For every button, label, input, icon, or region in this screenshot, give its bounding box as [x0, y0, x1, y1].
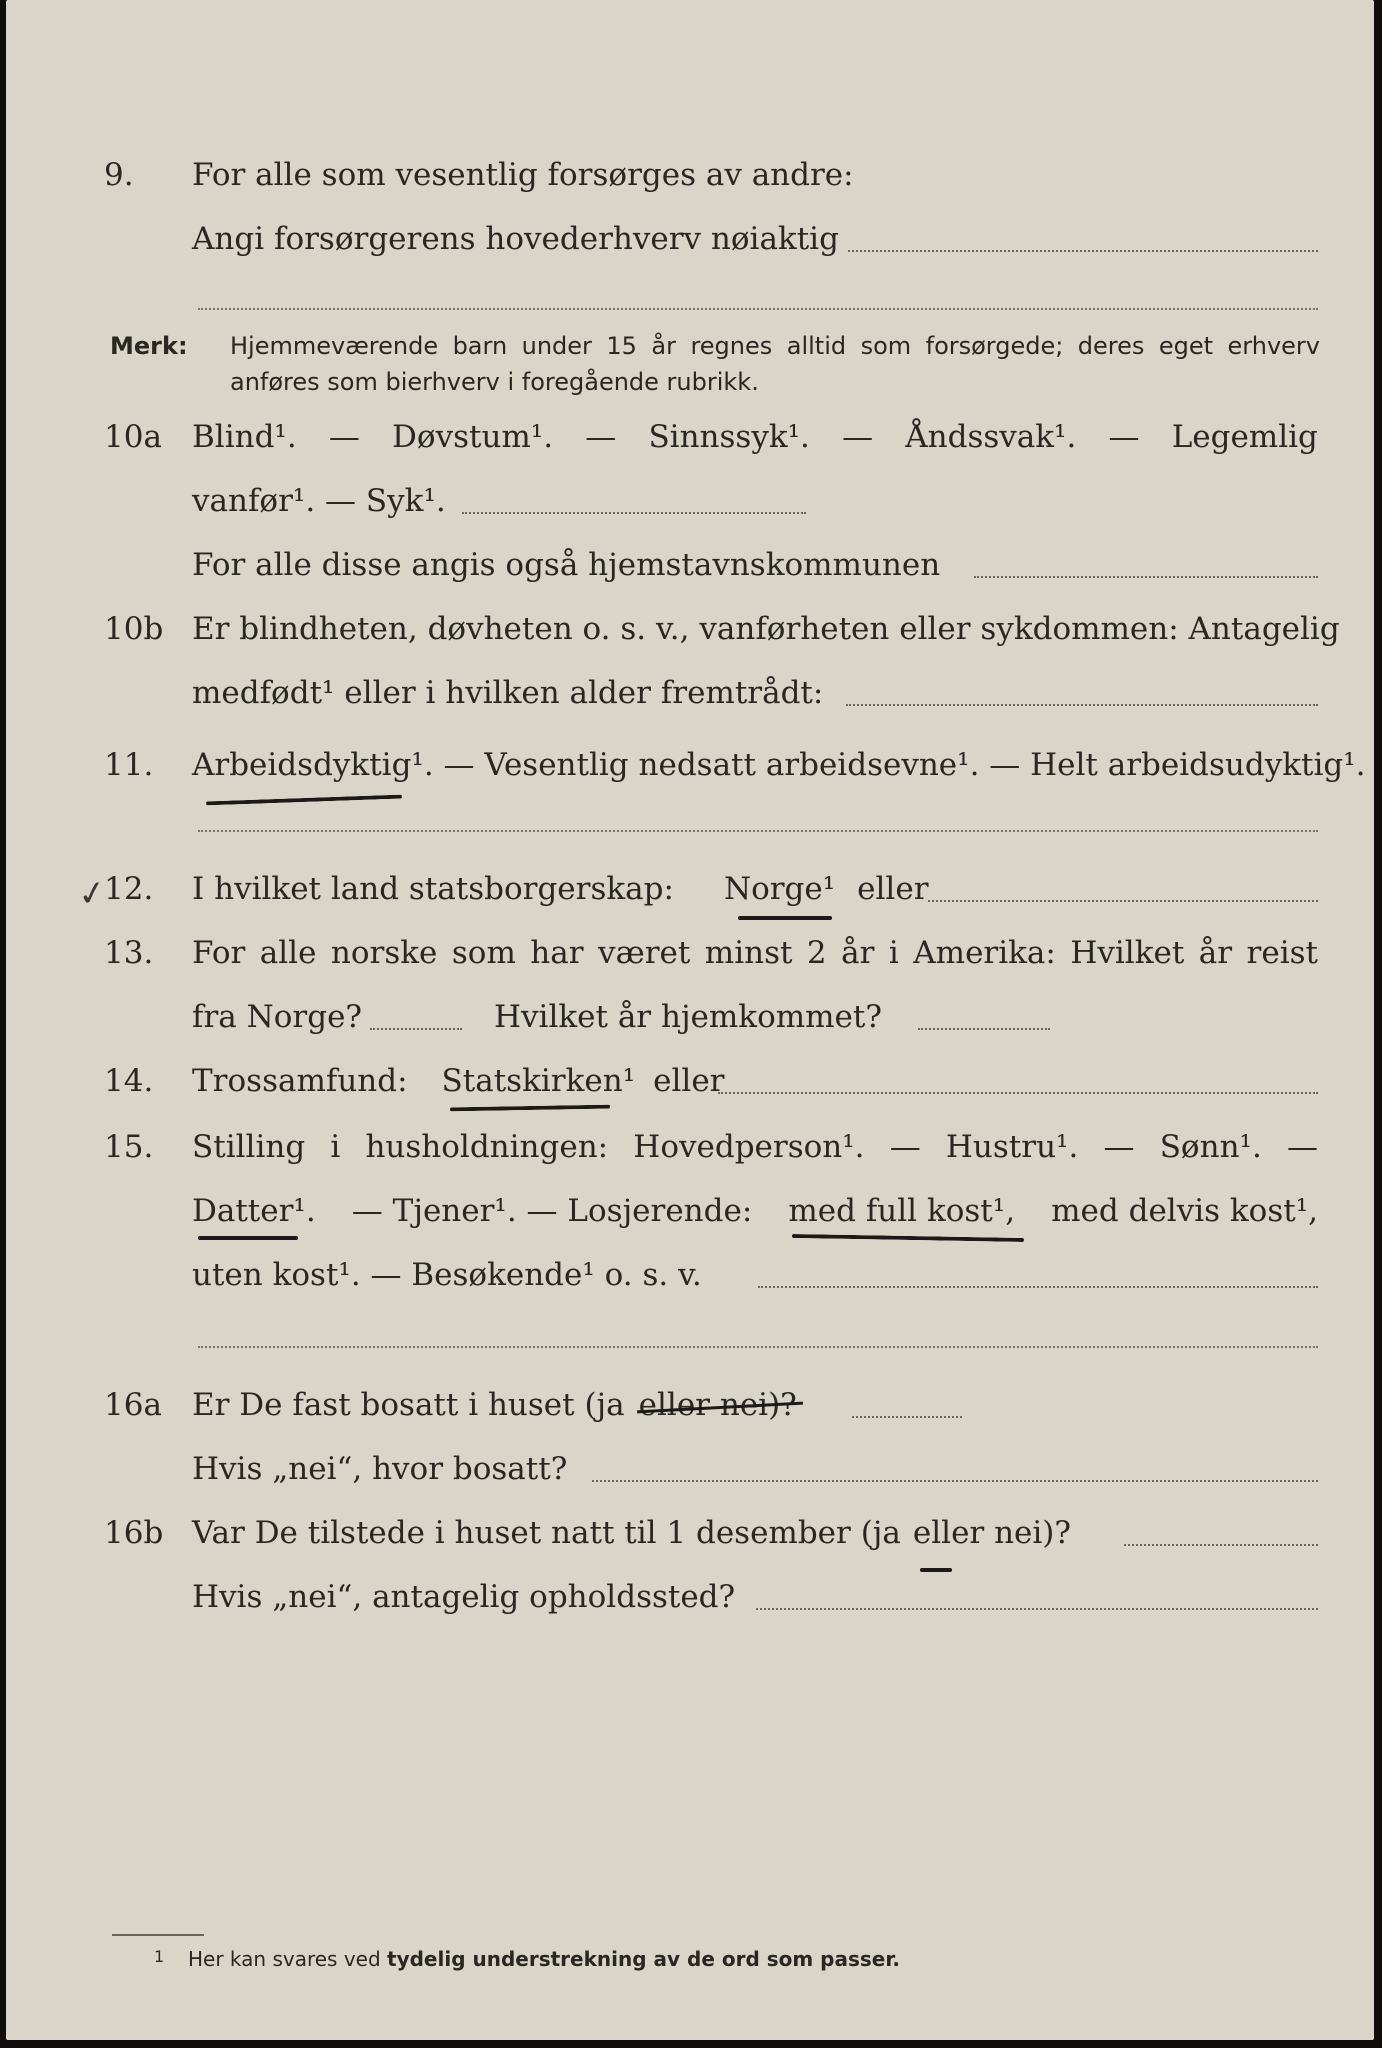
- answer-line[interactable]: [462, 512, 806, 514]
- question-14: [6, 1056, 1374, 1106]
- question-text-pre: Er De fast bosatt i huset (ja: [192, 1387, 625, 1423]
- question-16b-line-2: [6, 1572, 1374, 1622]
- question-text-part-1: fra Norge?: [192, 999, 363, 1035]
- question-text: [192, 928, 1318, 978]
- question-10a-line-3: [6, 540, 1374, 590]
- question-number: 13.: [104, 935, 154, 971]
- question-16b: [6, 1508, 1374, 1558]
- question-15-line-2: [6, 1186, 1374, 1236]
- answer-line[interactable]: [198, 1346, 1318, 1348]
- separator: —: [585, 419, 617, 455]
- question-number: 9.: [104, 157, 134, 193]
- option-blind: Blind¹.: [192, 419, 297, 455]
- answer-line[interactable]: [718, 1092, 1318, 1094]
- question-10b-line-2: [6, 668, 1374, 718]
- checkmark-icon: ✓: [74, 871, 110, 917]
- answer-line[interactable]: [918, 1028, 1050, 1030]
- answer-line[interactable]: [846, 704, 1318, 706]
- answer-line[interactable]: [1124, 1544, 1318, 1546]
- question-text: [192, 1380, 797, 1430]
- question-10a-line-2: [6, 476, 1374, 526]
- answer-norge: Norge¹: [723, 871, 836, 907]
- note-text: [230, 328, 1320, 364]
- answer-line[interactable]: [974, 576, 1318, 578]
- separator: —: [328, 419, 360, 455]
- struck-text: eller nei)?: [639, 1380, 797, 1430]
- question-text: vanfør¹. — Syk¹.: [192, 483, 446, 519]
- question-number: 10b: [104, 611, 164, 647]
- question-text-pre: Var De tilstede i huset natt til 1 desember (: [192, 1515, 873, 1551]
- question-text-pre: Trossamfund:: [192, 1063, 408, 1099]
- question-text-post: eller: [653, 1063, 725, 1099]
- question-11: [6, 740, 1374, 790]
- question-10a: [6, 412, 1374, 462]
- question-15-line-3: [6, 1250, 1374, 1300]
- question-16a: [6, 1380, 1374, 1430]
- question-text: uten kost¹. — Besøkende¹ o. s. v.: [192, 1257, 702, 1293]
- separator: —: [842, 419, 874, 455]
- answer-line[interactable]: [758, 1286, 1318, 1288]
- question-number: 16b: [104, 1515, 164, 1551]
- question-10b: [6, 604, 1374, 654]
- option-legemlig: Legemlig: [1171, 419, 1318, 455]
- separator: —: [1108, 419, 1140, 455]
- answer-line[interactable]: [370, 1028, 462, 1030]
- pen-underline: [206, 795, 402, 806]
- pen-underline: [198, 1236, 298, 1240]
- question-13-line-2: [6, 992, 1374, 1042]
- question-9: [6, 150, 1374, 200]
- question-text-post: eller nei)?: [912, 1515, 1072, 1551]
- question-number: 12.: [104, 871, 154, 907]
- footnote-text-bold: tydelig understrekning av de ord som passer.: [387, 1947, 900, 1971]
- answer-line[interactable]: [198, 308, 1318, 310]
- note-line-1: Hjemmeværende barn under 15 år regnes alltid som forsørgede; deres eget erhverv: [230, 332, 1320, 360]
- option-sinnssyk: Sinnssyk¹.: [648, 419, 810, 455]
- question-text: [192, 1508, 1071, 1558]
- question-text: For alle disse angis også hjemstavnskommunen: [192, 547, 941, 583]
- question-text: [192, 1056, 724, 1106]
- answer-line[interactable]: [852, 1416, 962, 1418]
- question-text-end: med delvis kost¹,: [1051, 1193, 1318, 1229]
- answer-ja: ja: [872, 1515, 901, 1551]
- question-text: [192, 864, 929, 914]
- question-number: 10a: [104, 419, 162, 455]
- question-number: 14.: [104, 1063, 154, 1099]
- question-number: 16a: [104, 1387, 162, 1423]
- answer-datter: Datter¹.: [192, 1193, 316, 1229]
- answer-line[interactable]: [198, 830, 1318, 832]
- question-text: [192, 740, 1366, 790]
- question-15: [6, 1122, 1374, 1172]
- question-9-line-2: [6, 214, 1374, 264]
- footnote-marker: 1: [154, 1947, 165, 1966]
- pen-underline: [738, 916, 832, 920]
- question-text: Hvis „nei“, antagelig opholdssted?: [192, 1579, 736, 1615]
- answer-med-full-kost: med full kost¹,: [788, 1193, 1016, 1229]
- footnote-text: [188, 1944, 900, 1974]
- question-text-mid: — Tjener¹. — Losjerende:: [351, 1193, 753, 1229]
- question-text-line: Stilling i husholdningen: Hovedperson¹. — Hustru¹. — Sønn¹. —: [192, 1129, 1318, 1165]
- question-items: [192, 412, 1318, 462]
- question-text: [192, 1122, 1318, 1172]
- question-number: 11.: [104, 747, 154, 783]
- footnote-rule: [112, 1934, 204, 1936]
- answer-line[interactable]: [592, 1480, 1318, 1482]
- question-text-line: For alle norske som har været minst 2 år i Amerika: Hvilket år reist: [192, 935, 1318, 971]
- question-text: Angi forsørgerens hovederhverv nøiaktig: [192, 221, 839, 257]
- question-text: [192, 604, 1340, 654]
- answer-statskirken: Statskirken¹: [441, 1063, 636, 1099]
- question-12: [6, 864, 1374, 917]
- question-text-line: Arbeidsdyktig¹. — Vesentlig nedsatt arbeidsevne¹. — Helt arbeidsudyktig¹.: [192, 747, 1366, 783]
- question-16a-line-2: [6, 1444, 1374, 1494]
- answer-line[interactable]: [756, 1608, 1318, 1610]
- question-13: [6, 928, 1374, 978]
- question-text-part-2: Hvilket år hjemkommet?: [494, 999, 882, 1035]
- note-label: Merk:: [110, 332, 188, 360]
- question-text: [192, 1186, 1318, 1236]
- answer-line[interactable]: [848, 250, 1318, 252]
- question-text-pre: I hvilket land statsborgerskap:: [192, 871, 674, 907]
- question-text: medfødt¹ eller i hvilken alder fremtrådt:: [192, 675, 824, 711]
- option-andssvak: Åndssvak¹.: [905, 419, 1077, 455]
- question-text: For alle som vesentlig forsørges av andre:: [192, 157, 854, 193]
- question-text-post: eller: [857, 871, 929, 907]
- note-line-2: anføres som bierhverv i foregående rubrikk.: [230, 368, 759, 396]
- census-form-page: [6, 0, 1374, 2040]
- question-number: 15.: [104, 1129, 154, 1165]
- footnote-text-pre: Her kan svares ved: [188, 1947, 381, 1971]
- question-text: Hvis „nei“, hvor bosatt?: [192, 1451, 568, 1487]
- option-dovstum: Døvstum¹.: [392, 419, 554, 455]
- question-text-line: Er blindheten, døvheten o. s. v., vanførheten eller sykdommen: Antagelig: [192, 611, 1340, 647]
- answer-line[interactable]: [928, 900, 1318, 902]
